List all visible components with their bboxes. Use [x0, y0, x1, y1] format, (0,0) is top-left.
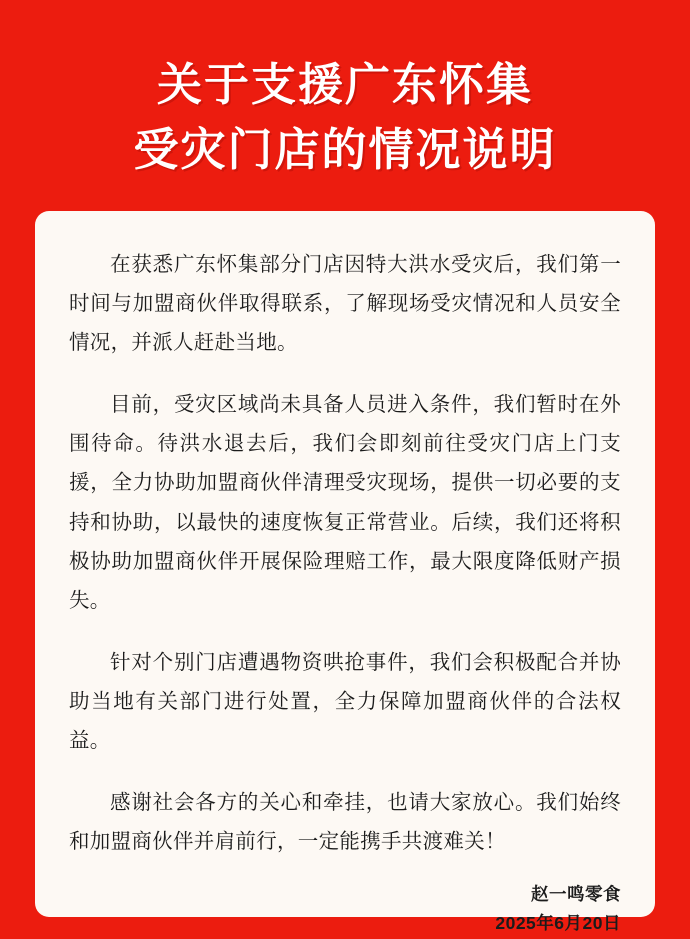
statement-body	[69, 245, 621, 862]
signature-company: 赵一鸣零食	[531, 883, 621, 904]
statement-paragraph-2: 目前，受灾区域尚未具备人员进入条件，我们暂时在外围待命。待洪水退去后，我们会即刻前往受灾门店上门支援，全力协助加盟商伙伴清理受灾现场，提供一切必要的支持和协助，以最快的速度恢复正常营业。后续，我们还将积极协助加盟商伙伴开展保险理赔工作，最大限度降低财产损失。	[69, 392, 621, 613]
statement-card	[35, 211, 655, 934]
signature-block	[69, 880, 621, 939]
statement-paragraph-4: 感谢社会各方的关心和牵挂，也请大家放心。我们始终和加盟商伙伴并肩前行，一定能携手共渡难关！	[69, 790, 621, 854]
page-title	[35, 52, 655, 183]
page-title-line-1: 关于支援广东怀集	[156, 59, 533, 110]
statement-paragraph-1: 在获悉广东怀集部分门店因特大洪水受灾后，我们第一时间与加盟商伙伴取得联系，了解现场受灾情况和人员安全情况，并派人赶赴当地。	[69, 252, 621, 355]
statement-paragraph-3: 针对个别门店遭遇物资哄抢事件，我们会积极配合并协助当地有关部门进行处置，全力保障加盟商伙伴的合法权益。	[69, 650, 621, 753]
page-title-line-2: 受灾门店的情况说明	[133, 124, 557, 176]
signature-date: 2025年6月20日	[495, 913, 621, 934]
